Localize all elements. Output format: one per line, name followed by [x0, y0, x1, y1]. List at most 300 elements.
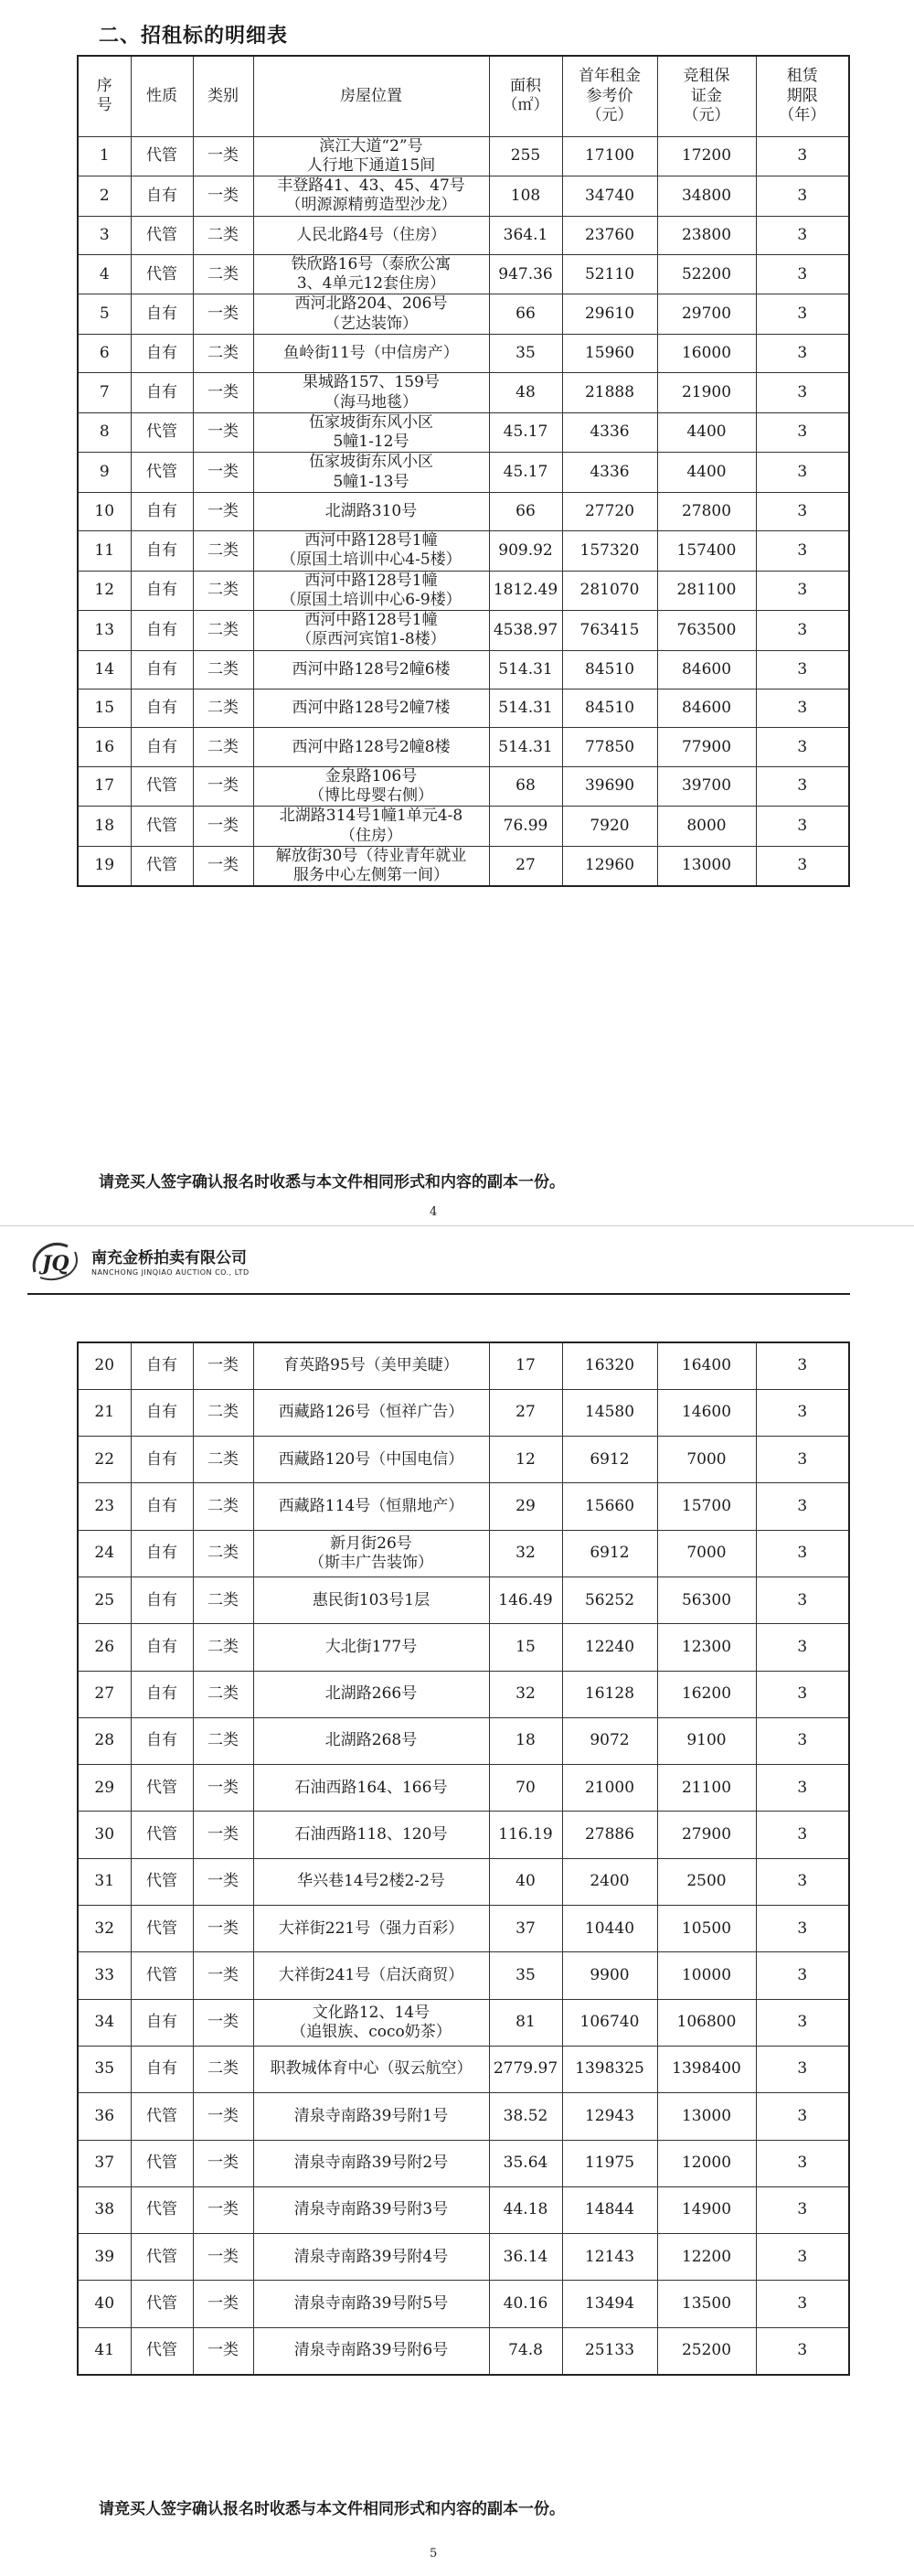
- row-rent: 13494: [562, 2281, 657, 2327]
- row-nature: 自有: [131, 334, 193, 372]
- row-number: 35: [78, 2046, 131, 2092]
- header-location: 房屋位置: [253, 56, 489, 136]
- row-category: 一类: [193, 2327, 253, 2374]
- row-deposit: 84600: [657, 650, 756, 689]
- row-location: 金泉路106号 （博比母婴右侧）: [253, 766, 489, 807]
- row-area: 29: [489, 1483, 562, 1530]
- row-nature: 自有: [131, 1342, 193, 1389]
- row-term: 3: [756, 1577, 849, 1623]
- row-area: 27: [489, 1389, 562, 1436]
- row-number: 6: [78, 334, 131, 372]
- row-nature: 自有: [131, 1577, 193, 1623]
- row-rent: 77850: [562, 728, 657, 766]
- table-row: [78, 1342, 849, 1389]
- row-term: 3: [756, 1765, 849, 1812]
- row-nature: 自有: [131, 1624, 193, 1671]
- row-nature: 自有: [131, 1999, 193, 2046]
- row-category: 二类: [193, 1577, 253, 1623]
- table-row: [78, 453, 849, 493]
- row-deposit: 1398400: [657, 2046, 756, 2092]
- row-number: 21: [78, 1389, 131, 1436]
- row-rent: 84510: [562, 650, 657, 689]
- row-rent: 4336: [562, 453, 657, 493]
- row-rent: 12240: [562, 1624, 657, 1671]
- document-page-4: [0, 0, 914, 1225]
- row-area: 70: [489, 1765, 562, 1812]
- row-nature: 代管: [131, 453, 193, 493]
- row-deposit: 7000: [657, 1530, 756, 1577]
- table-row: [78, 689, 849, 728]
- row-rent: 7920: [562, 807, 657, 847]
- row-deposit: 4400: [657, 453, 756, 493]
- rental-listing-table-continued: [77, 1341, 850, 2376]
- signature-note: 请竞买人签字确认报名时收悉与本文件相同形式和内容的副本一份。: [99, 1173, 565, 1192]
- row-nature: 自有: [131, 492, 193, 530]
- table-row: [78, 728, 849, 766]
- row-rent: 9900: [562, 1952, 657, 1999]
- row-category: 一类: [193, 294, 253, 335]
- row-location: 清泉寺南路39号附3号: [253, 2186, 489, 2233]
- row-deposit: 25200: [657, 2327, 756, 2374]
- table-row: [78, 373, 849, 413]
- row-term: 3: [756, 1437, 849, 1483]
- table-row: [78, 2046, 849, 2092]
- row-nature: 代管: [131, 1952, 193, 1999]
- row-category: 二类: [193, 531, 253, 572]
- row-rent: 763415: [562, 611, 657, 651]
- row-category: 二类: [193, 1437, 253, 1483]
- row-location: 西河中路128号1幢 （原国土培训中心6-9楼）: [253, 571, 489, 611]
- table-row: [78, 1906, 849, 1952]
- row-location: 大北街177号: [253, 1624, 489, 1671]
- row-nature: 自有: [131, 571, 193, 611]
- row-area: 17: [489, 1342, 562, 1389]
- row-nature: 自有: [131, 2046, 193, 2092]
- row-term: 3: [756, 2140, 849, 2186]
- row-nature: 自有: [131, 1389, 193, 1436]
- table-row: [78, 1389, 849, 1436]
- row-area: 68: [489, 766, 562, 807]
- row-location: 清泉寺南路39号附5号: [253, 2281, 489, 2327]
- row-category: 二类: [193, 2046, 253, 2092]
- company-name-en: NANCHONG JINQIAO AUCTION CO., LTD: [91, 1268, 250, 1277]
- table-row: [78, 2186, 849, 2233]
- row-deposit: 13500: [657, 2281, 756, 2327]
- row-deposit: 2500: [657, 1858, 756, 1905]
- row-area: 66: [489, 492, 562, 530]
- row-deposit: 4400: [657, 412, 756, 453]
- row-number: 31: [78, 1858, 131, 1905]
- row-term: 3: [756, 1624, 849, 1671]
- row-area: 909.92: [489, 531, 562, 572]
- row-location: 清泉寺南路39号附2号: [253, 2140, 489, 2186]
- row-location: 大祥街241号（启沃商贸）: [253, 1952, 489, 1999]
- row-nature: 代管: [131, 1906, 193, 1952]
- row-area: 514.31: [489, 689, 562, 728]
- row-number: 39: [78, 2234, 131, 2281]
- row-nature: 代管: [131, 1765, 193, 1812]
- row-number: 12: [78, 571, 131, 611]
- row-rent: 84510: [562, 689, 657, 728]
- row-rent: 16320: [562, 1342, 657, 1389]
- row-area: 12: [489, 1437, 562, 1483]
- row-nature: 自有: [131, 689, 193, 728]
- row-deposit: 29700: [657, 294, 756, 335]
- row-deposit: 27900: [657, 1812, 756, 1858]
- table-row: [78, 1437, 849, 1483]
- row-nature: 自有: [131, 373, 193, 413]
- row-location: 惠民街103号1层: [253, 1577, 489, 1623]
- row-term: 3: [756, 2234, 849, 2281]
- row-location: 新月街26号 （斯丰广告装饰）: [253, 1530, 489, 1577]
- row-deposit: 14900: [657, 2186, 756, 2233]
- row-category: 二类: [193, 689, 253, 728]
- row-number: 1: [78, 136, 131, 176]
- row-deposit: 9100: [657, 1717, 756, 1764]
- row-term: 3: [756, 571, 849, 611]
- row-number: 24: [78, 1530, 131, 1577]
- row-location: 石油西路164、166号: [253, 1765, 489, 1812]
- row-number: 10: [78, 492, 131, 530]
- row-rent: 34740: [562, 176, 657, 217]
- row-term: 3: [756, 1906, 849, 1952]
- row-category: 二类: [193, 1624, 253, 1671]
- row-area: 108: [489, 176, 562, 217]
- table-row: [78, 412, 849, 453]
- row-rent: 12960: [562, 846, 657, 886]
- row-area: 27: [489, 846, 562, 886]
- table-row: [78, 1858, 849, 1905]
- row-nature: 代管: [131, 2140, 193, 2186]
- row-term: 3: [756, 1389, 849, 1436]
- company-header: [27, 1234, 850, 1288]
- row-term: 3: [756, 1671, 849, 1717]
- row-nature: 自有: [131, 1671, 193, 1717]
- table-row: [78, 176, 849, 217]
- row-nature: 代管: [131, 2327, 193, 2374]
- row-location: 北湖路310号: [253, 492, 489, 530]
- row-deposit: 14600: [657, 1389, 756, 1436]
- row-category: 一类: [193, 807, 253, 847]
- row-category: 一类: [193, 1858, 253, 1905]
- row-number: 7: [78, 373, 131, 413]
- row-rent: 12143: [562, 2234, 657, 2281]
- table-header-row: [78, 56, 849, 136]
- row-category: 一类: [193, 2234, 253, 2281]
- row-location: 大祥街221号（强力百彩）: [253, 1906, 489, 1952]
- row-nature: 代管: [131, 2234, 193, 2281]
- row-area: 116.19: [489, 1812, 562, 1858]
- svg-text:JQ: JQ: [42, 1252, 69, 1276]
- row-category: 二类: [193, 1671, 253, 1717]
- row-term: 3: [756, 1717, 849, 1764]
- row-rent: 25133: [562, 2327, 657, 2374]
- rental-listing-table: [77, 55, 850, 887]
- row-deposit: 7000: [657, 1437, 756, 1483]
- row-number: 11: [78, 531, 131, 572]
- row-deposit: 12000: [657, 2140, 756, 2186]
- table-row: [78, 2140, 849, 2186]
- row-area: 32: [489, 1671, 562, 1717]
- row-number: 23: [78, 1483, 131, 1530]
- row-rent: 17100: [562, 136, 657, 176]
- table-row: [78, 1671, 849, 1717]
- row-area: 2779.97: [489, 2046, 562, 2092]
- row-term: 3: [756, 1812, 849, 1858]
- row-deposit: 13000: [657, 846, 756, 886]
- row-number: 30: [78, 1812, 131, 1858]
- row-location: 西藏路126号（恒祥广告）: [253, 1389, 489, 1436]
- table-row: [78, 216, 849, 254]
- row-nature: 自有: [131, 176, 193, 217]
- row-term: 3: [756, 2093, 849, 2140]
- row-location: 鱼岭街11号（中信房产）: [253, 334, 489, 372]
- table-row: [78, 807, 849, 847]
- row-area: 38.52: [489, 2093, 562, 2140]
- row-term: 3: [756, 216, 849, 254]
- row-rent: 6912: [562, 1530, 657, 1577]
- row-category: 一类: [193, 2281, 253, 2327]
- row-deposit: 21900: [657, 373, 756, 413]
- table-row: [78, 334, 849, 372]
- row-number: 40: [78, 2281, 131, 2327]
- row-category: 一类: [193, 2186, 253, 2233]
- row-term: 3: [756, 807, 849, 847]
- row-number: 3: [78, 216, 131, 254]
- row-nature: 自有: [131, 611, 193, 651]
- row-area: 4538.97: [489, 611, 562, 651]
- row-area: 37: [489, 1906, 562, 1952]
- row-area: 32: [489, 1530, 562, 1577]
- row-deposit: 281100: [657, 571, 756, 611]
- row-rent: 23760: [562, 216, 657, 254]
- row-rent: 14580: [562, 1389, 657, 1436]
- row-rent: 157320: [562, 531, 657, 572]
- row-deposit: 39700: [657, 766, 756, 807]
- row-term: 3: [756, 846, 849, 886]
- row-location: 文化路12、14号 （追银族、coco奶茶）: [253, 1999, 489, 2046]
- row-deposit: 27800: [657, 492, 756, 530]
- row-rent: 29610: [562, 294, 657, 335]
- row-term: 3: [756, 531, 849, 572]
- row-category: 一类: [193, 1906, 253, 1952]
- header-nature: 性质: [131, 56, 193, 136]
- row-term: 3: [756, 2186, 849, 2233]
- row-location: 解放街30号（待业青年就业 服务中心左侧第一间）: [253, 846, 489, 886]
- row-location: 人民北路4号（住房）: [253, 216, 489, 254]
- row-number: 38: [78, 2186, 131, 2233]
- row-rent: 9072: [562, 1717, 657, 1764]
- row-rent: 15660: [562, 1483, 657, 1530]
- row-rent: 281070: [562, 571, 657, 611]
- row-area: 44.18: [489, 2186, 562, 2233]
- row-category: 二类: [193, 216, 253, 254]
- row-category: 一类: [193, 492, 253, 530]
- row-nature: 代管: [131, 2281, 193, 2327]
- row-rent: 21888: [562, 373, 657, 413]
- table-row: [78, 2327, 849, 2374]
- row-rent: 21000: [562, 1765, 657, 1812]
- row-area: 45.17: [489, 453, 562, 493]
- row-term: 3: [756, 492, 849, 530]
- row-category: 二类: [193, 1717, 253, 1764]
- row-area: 45.17: [489, 412, 562, 453]
- row-term: 3: [756, 2046, 849, 2092]
- row-nature: 代管: [131, 846, 193, 886]
- row-term: 3: [756, 1342, 849, 1389]
- row-category: 二类: [193, 1389, 253, 1436]
- row-number: 8: [78, 412, 131, 453]
- table-row: [78, 571, 849, 611]
- table-row: [78, 1952, 849, 1999]
- row-number: 27: [78, 1671, 131, 1717]
- row-category: 二类: [193, 1530, 253, 1577]
- row-term: 3: [756, 373, 849, 413]
- row-location: 滨江大道“2”号 人行地下通道15间: [253, 136, 489, 176]
- row-number: 17: [78, 766, 131, 807]
- row-category: 一类: [193, 1765, 253, 1812]
- row-area: 255: [489, 136, 562, 176]
- row-term: 3: [756, 412, 849, 453]
- row-nature: 代管: [131, 216, 193, 254]
- row-number: 20: [78, 1342, 131, 1389]
- row-location: 伍家坡街东风小区 5幢1-12号: [253, 412, 489, 453]
- table-row: [78, 492, 849, 530]
- row-area: 40: [489, 1858, 562, 1905]
- row-number: 16: [78, 728, 131, 766]
- row-term: 3: [756, 1999, 849, 2046]
- row-nature: 代管: [131, 2093, 193, 2140]
- row-nature: 代管: [131, 254, 193, 294]
- header-no: 序 号: [78, 56, 131, 136]
- row-number: 32: [78, 1906, 131, 1952]
- row-deposit: 8000: [657, 807, 756, 847]
- row-category: 一类: [193, 176, 253, 217]
- row-location: 职教城体育中心（驭云航空）: [253, 2046, 489, 2092]
- company-name-cn: 南充金桥拍卖有限公司: [91, 1249, 247, 1267]
- row-area: 48: [489, 373, 562, 413]
- row-rent: 14844: [562, 2186, 657, 2233]
- row-area: 81: [489, 1999, 562, 2046]
- row-area: 15: [489, 1624, 562, 1671]
- row-number: 22: [78, 1437, 131, 1483]
- row-category: 二类: [193, 254, 253, 294]
- row-location: 伍家坡街东风小区 5幢1-13号: [253, 453, 489, 493]
- table-row: [78, 611, 849, 651]
- row-area: 947.36: [489, 254, 562, 294]
- document-page-5: [0, 1225, 914, 2576]
- row-number: 18: [78, 807, 131, 847]
- row-rent: 10440: [562, 1906, 657, 1952]
- row-term: 3: [756, 611, 849, 651]
- table-row: [78, 650, 849, 689]
- row-rent: 27720: [562, 492, 657, 530]
- row-term: 3: [756, 766, 849, 807]
- row-area: 35.64: [489, 2140, 562, 2186]
- row-nature: 自有: [131, 650, 193, 689]
- table-row: [78, 1483, 849, 1530]
- row-location: 西河中路128号2幢8楼: [253, 728, 489, 766]
- row-area: 1812.49: [489, 571, 562, 611]
- row-area: 40.16: [489, 2281, 562, 2327]
- row-number: 26: [78, 1624, 131, 1671]
- row-number: 25: [78, 1577, 131, 1623]
- row-deposit: 16400: [657, 1342, 756, 1389]
- table-row: [78, 1765, 849, 1812]
- row-term: 3: [756, 728, 849, 766]
- row-nature: 代管: [131, 766, 193, 807]
- row-location: 石油西路118、120号: [253, 1812, 489, 1858]
- header-divider: [27, 1293, 850, 1295]
- row-location: 北湖路266号: [253, 1671, 489, 1717]
- page-number: 4: [430, 1205, 438, 1219]
- row-nature: 代管: [131, 136, 193, 176]
- row-category: 二类: [193, 1483, 253, 1530]
- row-location: 清泉寺南路39号附4号: [253, 2234, 489, 2281]
- row-location: 西河中路128号1幢 （原西河宾馆1-8楼）: [253, 611, 489, 651]
- row-category: 二类: [193, 650, 253, 689]
- row-location: 西河中路128号1幢 （原国土培训中心4-5楼）: [253, 531, 489, 572]
- row-location: 西河中路128号2幢6楼: [253, 650, 489, 689]
- table-row: [78, 1717, 849, 1764]
- row-area: 514.31: [489, 650, 562, 689]
- row-term: 3: [756, 136, 849, 176]
- row-deposit: 52200: [657, 254, 756, 294]
- table-row: [78, 846, 849, 886]
- row-rent: 16128: [562, 1671, 657, 1717]
- row-number: 9: [78, 453, 131, 493]
- table-row: [78, 294, 849, 335]
- row-deposit: 157400: [657, 531, 756, 572]
- row-location: 西藏路114号（恒鼎地产）: [253, 1483, 489, 1530]
- row-area: 18: [489, 1717, 562, 1764]
- row-term: 3: [756, 2327, 849, 2374]
- row-deposit: 84600: [657, 689, 756, 728]
- row-rent: 12943: [562, 2093, 657, 2140]
- row-location: 育英路95号（美甲美睫）: [253, 1342, 489, 1389]
- row-deposit: 12300: [657, 1624, 756, 1671]
- row-term: 3: [756, 334, 849, 372]
- row-location: 清泉寺南路39号附1号: [253, 2093, 489, 2140]
- row-category: 一类: [193, 1342, 253, 1389]
- row-number: 5: [78, 294, 131, 335]
- row-number: 2: [78, 176, 131, 217]
- row-area: 66: [489, 294, 562, 335]
- table-row: [78, 1812, 849, 1858]
- company-logo-icon: [27, 1237, 86, 1285]
- row-term: 3: [756, 1952, 849, 1999]
- row-term: 3: [756, 254, 849, 294]
- row-nature: 代管: [131, 1858, 193, 1905]
- row-term: 3: [756, 453, 849, 493]
- row-nature: 代管: [131, 1812, 193, 1858]
- row-number: 29: [78, 1765, 131, 1812]
- row-category: 二类: [193, 728, 253, 766]
- row-number: 36: [78, 2093, 131, 2140]
- table-row: [78, 136, 849, 176]
- signature-note: 请竞买人签字确认报名时收悉与本文件相同形式和内容的副本一份。: [99, 2500, 565, 2518]
- row-deposit: 13000: [657, 2093, 756, 2140]
- row-rent: 106740: [562, 1999, 657, 2046]
- row-term: 3: [756, 1483, 849, 1530]
- header-term: 租赁 期限 （年）: [756, 56, 849, 136]
- row-term: 3: [756, 176, 849, 217]
- row-number: 28: [78, 1717, 131, 1764]
- row-deposit: 106800: [657, 1999, 756, 2046]
- row-rent: 52110: [562, 254, 657, 294]
- table-row: [78, 2093, 849, 2140]
- row-deposit: 34800: [657, 176, 756, 217]
